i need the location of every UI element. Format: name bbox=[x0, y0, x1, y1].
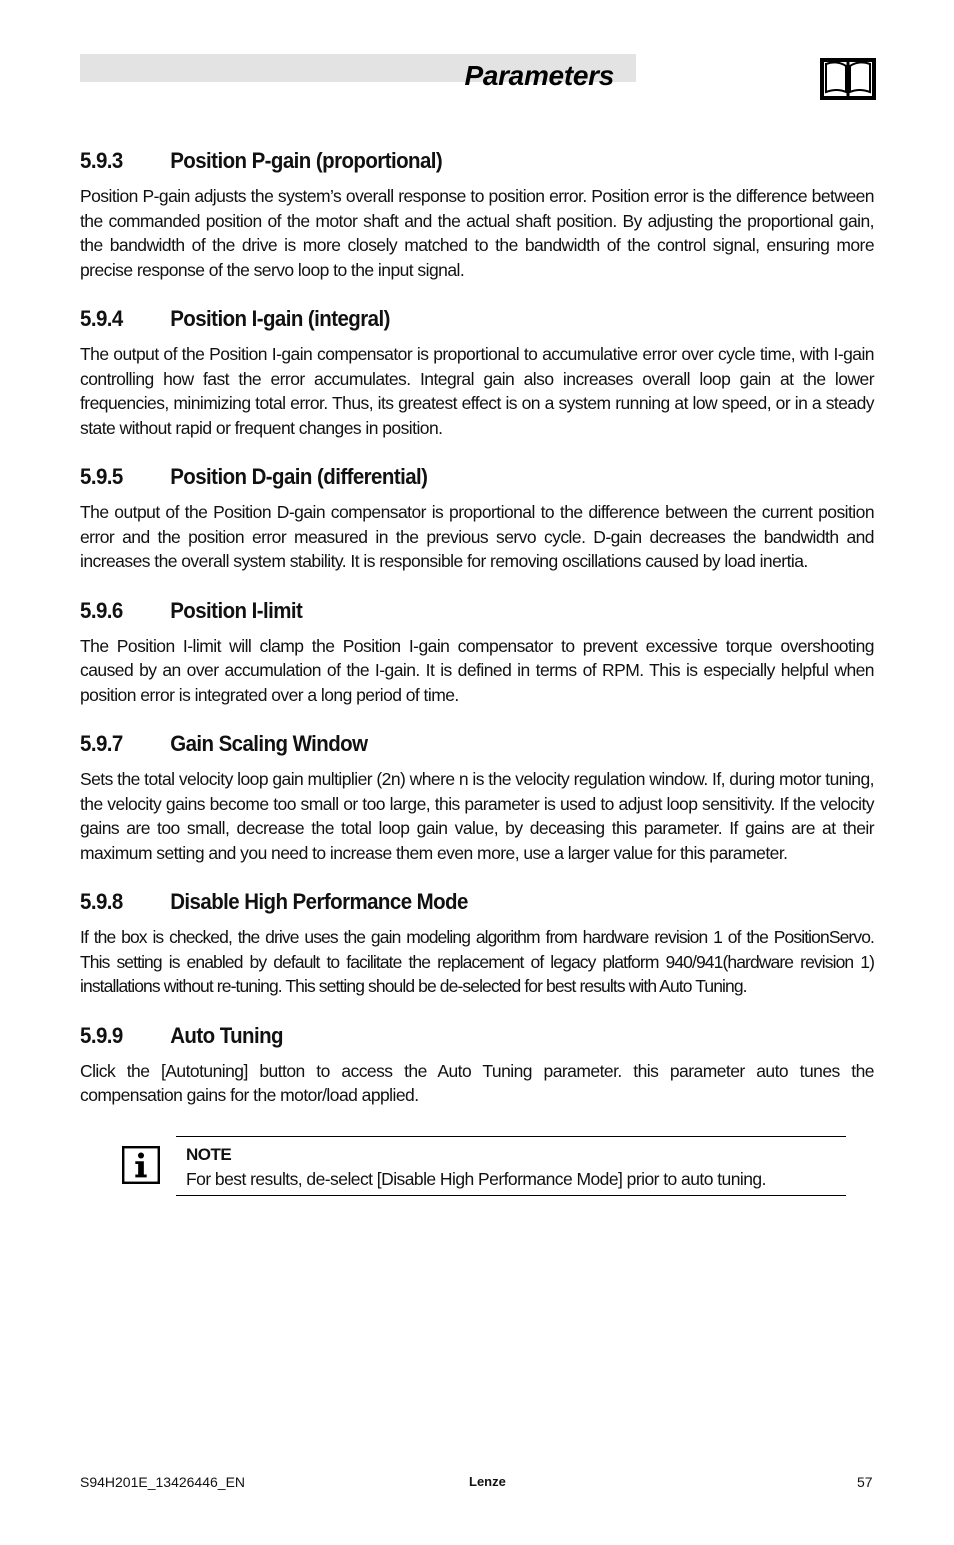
section-number: 5.9.9 bbox=[80, 1022, 123, 1048]
section-number: 5.9.8 bbox=[80, 889, 123, 914]
section-5-9-9 bbox=[80, 1023, 874, 1108]
section-number: 5.9.5 bbox=[80, 464, 123, 489]
section-heading bbox=[80, 148, 818, 174]
section-5-9-4 bbox=[80, 306, 874, 440]
section-title: Gain Scaling Window bbox=[170, 731, 368, 756]
note-title: NOTE bbox=[186, 1145, 232, 1164]
note-box bbox=[176, 1136, 846, 1196]
section-title: Position I-limit bbox=[170, 597, 303, 623]
section-heading bbox=[80, 889, 818, 915]
section-body: The output of the Position D-gain compensator is proportional to the difference between the current position error and the position error measured in the previous servo cycle. D-gain decreases the bandwidth and increases the overall system stability. It is responsible for removing oscillations caused by load inertia. bbox=[80, 502, 874, 571]
section-number: 5.9.3 bbox=[80, 148, 123, 173]
manual-book-icon bbox=[820, 58, 876, 100]
section-heading bbox=[80, 731, 818, 757]
section-body: If the box is checked, the drive uses the gain modeling algorithm from hardware revision 1 of the PositionServo. This setting is enabled by default to facilitate the replacement of legacy platform 940/941(hardware revision 1) installations without re-tuning. This setting should be de-selected for best results with Auto Tuning. bbox=[80, 927, 874, 996]
section-heading bbox=[80, 598, 818, 624]
section-body: Sets the total velocity loop gain multiplier (2n) where n is the velocity regulation window. If, during motor tuning, the velocity gains become too small or too large, this parameter is used to adjust loop sensitivity. If the velocity gains are too small, decrease the total loop gain value, by deceasing this parameter. If gains are at their maximum setting and you need to increase them even more, use a larger value for this parameter. bbox=[80, 769, 874, 863]
section-body: The output of the Position I-gain compensator is proportional to accumulative error over cycle time, with I-gain controlling how fast the error accumulates. Integral gain also increases overall loop gain at the lower frequencies, minimizing total error. Thus, its greatest effect is on a system running at low speed, or in a steady state without rapid or frequent changes in position. bbox=[80, 344, 874, 438]
section-number: 5.9.6 bbox=[80, 597, 123, 623]
info-icon bbox=[122, 1146, 160, 1184]
section-title: Disable High Performance Mode bbox=[170, 889, 468, 914]
section-body: The Position I-limit will clamp the Position I-gain compensator to prevent excessive torque overshooting caused by an over accumulation of the I-gain. It is defined in terms of RPM. This is especially helpful when position error is integrated over a long period of time. bbox=[80, 635, 874, 705]
section-title: Auto Tuning bbox=[170, 1022, 284, 1048]
section-number: 5.9.4 bbox=[80, 306, 123, 331]
section-heading bbox=[80, 306, 818, 332]
note-callout bbox=[122, 1136, 846, 1196]
section-5-9-8 bbox=[80, 889, 874, 999]
note-text: For best results, de-select [Disable High Performance Mode] prior to auto tuning. bbox=[186, 1169, 766, 1189]
section-5-9-3 bbox=[80, 148, 874, 282]
section-5-9-5 bbox=[80, 464, 874, 574]
section-5-9-6 bbox=[80, 598, 874, 708]
page-title: Parameters bbox=[464, 60, 614, 91]
section-title: Position I-gain (integral) bbox=[170, 306, 390, 331]
footer-brand: Lenze bbox=[469, 1474, 506, 1489]
section-heading bbox=[80, 1023, 818, 1049]
footer-doc-id: S94H201E_13426446_EN bbox=[80, 1474, 246, 1490]
footer-page-number: 57 bbox=[857, 1474, 873, 1490]
section-heading bbox=[80, 464, 818, 490]
section-number: 5.9.7 bbox=[80, 731, 123, 756]
content bbox=[80, 148, 874, 1132]
section-title: Position P-gain (proportional) bbox=[170, 148, 443, 173]
section-title: Position D-gain (differential) bbox=[170, 464, 428, 489]
section-body: Position P-gain adjusts the system’s overall response to position error. Position error is the difference between the commanded position of the motor shaft and the actual shaft position. By adjusting the proportional gain, the bandwidth of the drive is more closely matched to the bandwidth of the control signal, ensuring more precise response of the servo loop to the input signal. bbox=[80, 186, 874, 280]
section-body: Click the [Autotuning] button to access the Auto Tuning parameter. this parameter auto tunes the compensation gains for the motor/load applied. bbox=[80, 1060, 874, 1105]
section-5-9-7 bbox=[80, 731, 874, 865]
